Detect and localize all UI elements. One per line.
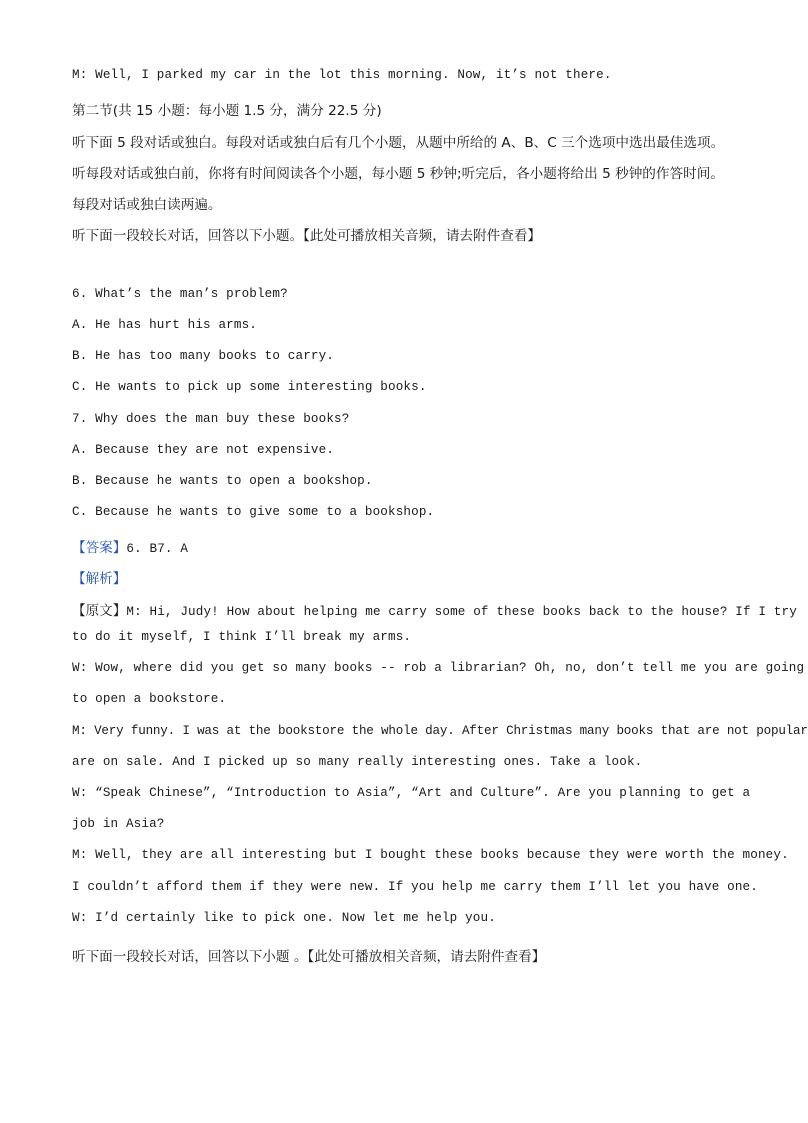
transcript-line: I couldn’t afford them if they were new. If you help me carry them I’ll let you have one.	[72, 880, 758, 894]
transcript-line: W: “Speak Chinese”, “Introduction to Asia”, “Art and Culture”. Are you planning to get a	[72, 786, 751, 800]
instruction-line: 听下面 5 段对话或独白。每段对话或独白后有几个小题，从题中所给的 A、B、C 三个选项中选出最佳选项。	[72, 135, 725, 151]
transcript-line: M: Well, they are all interesting but I bought these books because they were worth the money.	[72, 848, 789, 862]
transcript-text: M: Hi, Judy! How about helping me carry some of these books back to the house? If I try	[126, 605, 797, 619]
transcript-label: 【原文】	[72, 603, 127, 619]
transcript-line	[72, 599, 797, 620]
question-option: B. He has too many books to carry.	[72, 349, 335, 363]
question-stem: 6. What’s the man’s problem?	[72, 287, 288, 301]
transcript-line: M: Very funny. I was at the bookstore the whole day. After Christmas many books that are not popular	[72, 724, 808, 738]
question-stem: 7. Why does the man buy these books?	[72, 412, 350, 426]
instruction-line: 听每段对话或独白前，你将有时间阅读各个小题，每小题 5 秒钟;听完后，各小题将给出 5 秒钟的作答时间。	[72, 166, 724, 182]
transcript-line: to open a bookstore.	[72, 692, 227, 706]
transcript-line: job in Asia?	[72, 817, 165, 831]
dialogue-line: M: Well, I parked my car in the lot this morning. Now, it’s not there.	[72, 68, 612, 82]
question-option: A. Because they are not expensive.	[72, 443, 335, 457]
answer-label: 【答案】	[72, 540, 127, 556]
question-option: A. He has hurt his arms.	[72, 318, 257, 332]
analysis-label: 【解析】	[72, 571, 127, 587]
transcript-line: to do it myself, I think I’ll break my arms.	[72, 630, 412, 644]
listen-prompt: 听下面一段较长对话，回答以下小题。【此处可播放相关音频，请去附件查看】	[72, 228, 541, 244]
transcript-line: W: I’d certainly like to pick one. Now let me help you.	[72, 911, 496, 925]
transcript-line: are on sale. And I picked up so many really interesting ones. Take a look.	[72, 755, 643, 769]
question-option: C. Because he wants to give some to a bookshop.	[72, 505, 435, 519]
question-option: C. He wants to pick up some interesting books.	[72, 380, 427, 394]
answer-line	[72, 536, 724, 557]
transcript-line: W: Wow, where did you get so many books -- rob a librarian? Oh, no, don’t tell me you are going	[72, 661, 805, 675]
question-option: B. Because he wants to open a bookshop.	[72, 474, 373, 488]
instruction-line: 每段对话或独白读两遍。	[72, 197, 222, 213]
listen-prompt: 听下面一段较长对话，回答以下小题 。【此处可播放相关音频，请去附件查看】	[72, 949, 546, 965]
section-heading: 第二节(共 15 小题：每小题 1.5 分，满分 22.5 分)	[72, 103, 382, 119]
answer-text: 6. B7. A	[126, 542, 189, 556]
